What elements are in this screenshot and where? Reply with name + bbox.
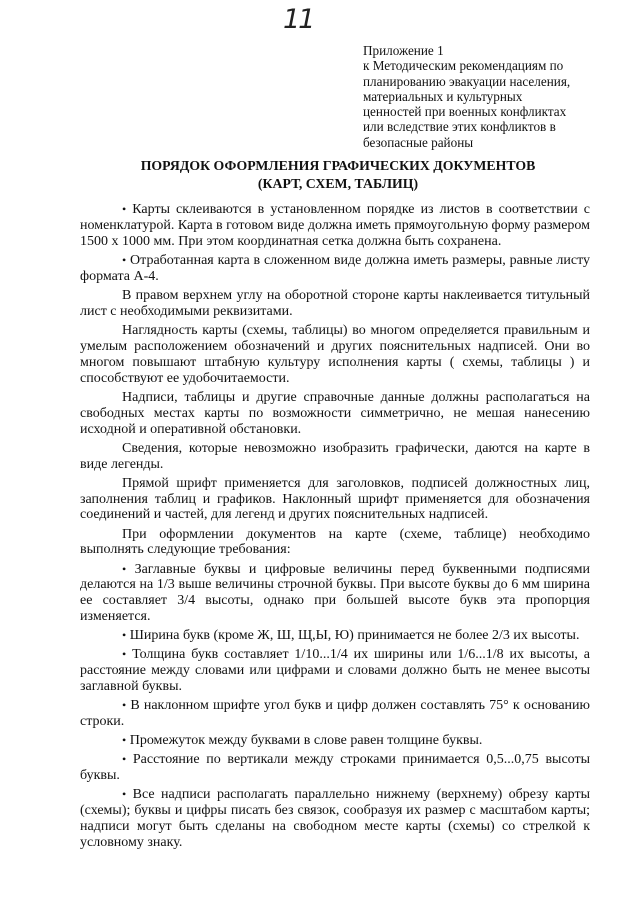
- appendix-line: материальных и культурных: [363, 88, 523, 104]
- paragraph-text: Карты склеиваются в установленном порядке из листов в соответствии с номенклатурой. Карта в готовом виде должна иметь прямоугольную форму размером 1500 х 1000 мм. При этом координатная сетка должна быть сохранена.: [80, 202, 590, 249]
- title-line-2: (КАРТ, СХЕМ, ТАБЛИЦ): [257, 176, 419, 191]
- bullet-icon: •: [122, 698, 127, 713]
- appendix-line: Приложение 1: [363, 43, 444, 58]
- bullet-icon: •: [122, 733, 127, 748]
- paragraph: [80, 441, 590, 473]
- paragraph-text: В наклонном шрифте угол букв и цифр должен составлять 75° к основанию строки.: [80, 698, 590, 730]
- bullet-paragraph: [80, 202, 590, 250]
- paragraph-text: Надписи, таблицы и другие справочные данные должны располагаться на свободных местах карты по возможности симметрично, не мешая нанесению исходной и оперативной обстановки.: [80, 389, 590, 437]
- appendix-line: планированию эвакуации населения,: [363, 73, 571, 89]
- document-body: [80, 202, 590, 854]
- bullet-icon: •: [122, 647, 127, 662]
- appendix-note: [363, 43, 625, 150]
- paragraph-text: Отработанная карта в сложенном виде должна иметь размеры, равные листу формата А-4.: [80, 252, 590, 284]
- document-title: [0, 157, 640, 193]
- paragraph: [80, 323, 590, 387]
- paragraph-text: Ширина букв (кроме Ж, Ш, Щ,Ы, Ю) принимается не более 2/3 их высоты.: [129, 628, 580, 644]
- bullet-paragraph: [80, 752, 590, 784]
- appendix-line: безопасные районы: [363, 134, 474, 150]
- bullet-paragraph: [80, 562, 590, 626]
- bullet-icon: •: [122, 752, 127, 767]
- paragraph-text: Толщина букв составляет 1/10...1/4 их ширины или 1/6...1/8 их высоты, а расстояние между словами или цифрами и словами должно быть не менее высоты заглавной буквы.: [80, 647, 590, 695]
- paragraph-text: Расстояние по вертикали между строками принимается 0,5...0,75 высоты буквы.: [80, 752, 591, 784]
- paragraph-text: Заглавные буквы и цифровые величины перед буквенными подписями делаются на 1/3 выше величины строчной буквы. При высоте буквы до 6 мм ширина ее составляет 3/4 высоты, однако при большей высоте букв эта пропорция изменяется.: [80, 561, 590, 625]
- bullet-paragraph: [80, 787, 590, 851]
- bullet-icon: •: [122, 787, 127, 802]
- bullet-paragraph: [80, 628, 590, 644]
- bullet-paragraph: [80, 733, 590, 749]
- bullet-paragraph: [80, 647, 590, 695]
- paragraph-text: Промежуток между буквами в слове равен толщине буквы.: [129, 733, 483, 749]
- bullet-icon: •: [122, 252, 127, 267]
- page-number: 11: [283, 4, 314, 35]
- appendix-line: или вследствие этих конфликтов в: [363, 119, 556, 135]
- bullet-paragraph: [80, 698, 590, 730]
- paragraph: [80, 476, 590, 524]
- paragraph-text: Все надписи располагать параллельно нижнему (верхнему) обрезу карты (схемы); буквы и цифры писать без связок, сообразуя их размер с масштабом карты; надписи могут быть сделаны на свободном месте карты (схемы) со стрелкой к условному знаку.: [80, 787, 590, 851]
- paragraph-text: В правом верхнем углу на оборотной стороне карты наклеивается титульный лист с необходимыми реквизитами.: [80, 287, 590, 319]
- appendix-line: к Методическим рекомендациям по: [363, 58, 564, 74]
- paragraph: [80, 288, 590, 320]
- paragraph: [80, 390, 590, 438]
- paragraph: [80, 527, 590, 559]
- bullet-icon: •: [122, 561, 127, 576]
- paragraph-text: Прямой шрифт применяется для заголовков, подписей должностных лиц, заполнения таблиц и графиков. Наклонный шрифт применяется для обозначения соединений и частей, для легенд и других пояснительных надписей.: [80, 475, 590, 523]
- paragraph-text: Наглядность карты (схемы, таблицы) во многом определяется правильным и умелым расположением обозначений и других пояснительных надписей. Они во многом повышают штабную культуру исполнения карты ( схемы, таблицы ) и способствуют ее удобочитаемости.: [80, 322, 590, 386]
- title-line-1: ПОРЯДОК ОФОРМЛЕНИЯ ГРАФИЧЕСКИХ ДОКУМЕНТОВ: [140, 158, 536, 173]
- appendix-line: ценностей при военных конфликтах: [363, 104, 567, 120]
- paragraph-text: При оформлении документов на карте (схеме, таблице) необходимо выполнять следующие требования:: [80, 526, 590, 558]
- bullet-icon: •: [122, 628, 127, 643]
- bullet-paragraph: [80, 253, 590, 285]
- bullet-icon: •: [122, 202, 127, 216]
- paragraph-text: Сведения, которые невозможно изобразить графически, даются на карте в виде легенды.: [80, 440, 590, 472]
